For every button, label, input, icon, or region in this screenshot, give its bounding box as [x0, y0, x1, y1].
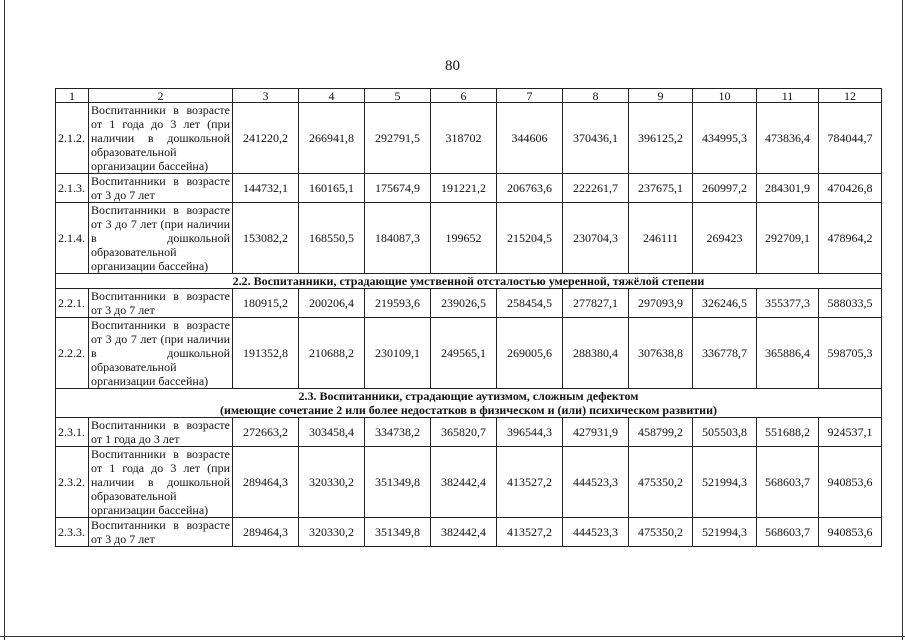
value-cell: 351349,8	[365, 518, 431, 547]
value-cell: 272663,2	[233, 418, 299, 447]
table-row	[56, 447, 882, 518]
section-heading-row	[56, 274, 882, 289]
value-cell: 382442,4	[431, 518, 497, 547]
value-cell: 444523,3	[563, 518, 629, 547]
column-header: 8	[563, 89, 629, 103]
column-header: 12	[819, 89, 882, 103]
value-cell: 289464,3	[233, 518, 299, 547]
value-cell: 344606	[497, 103, 563, 174]
value-cell: 588033,5	[819, 289, 882, 318]
table-header-row	[56, 89, 882, 103]
value-cell: 413527,2	[497, 447, 563, 518]
row-description: Воспитанники в возрасте от 3 до 7 лет	[89, 289, 233, 318]
value-cell: 521994,3	[693, 518, 757, 547]
section-heading	[56, 274, 882, 289]
column-header: 2	[89, 89, 233, 103]
value-cell: 277827,1	[563, 289, 629, 318]
value-cell: 144732,1	[233, 174, 299, 203]
value-cell: 269423	[693, 203, 757, 274]
value-cell: 382442,4	[431, 447, 497, 518]
section-heading-row	[56, 389, 882, 418]
column-header: 11	[757, 89, 819, 103]
value-cell: 241220,2	[233, 103, 299, 174]
value-cell: 289464,3	[233, 447, 299, 518]
value-cell: 191352,8	[233, 318, 299, 389]
row-description: Воспитанники в возрасте от 3 до 7 лет	[89, 174, 233, 203]
column-header: 4	[299, 89, 365, 103]
value-cell: 266941,8	[299, 103, 365, 174]
section-heading-line: 2.2. Воспитанники, страдающие умственной отсталостью умеренной, тяжёлой степени	[232, 274, 705, 288]
value-cell: 215204,5	[497, 203, 563, 274]
value-cell: 370436,1	[563, 103, 629, 174]
table-row	[56, 289, 882, 318]
row-code: 2.1.2.	[56, 103, 89, 174]
value-cell: 297093,9	[629, 289, 693, 318]
value-cell: 239026,5	[431, 289, 497, 318]
value-cell: 336778,7	[693, 318, 757, 389]
value-cell: 521994,3	[693, 447, 757, 518]
value-cell: 237675,1	[629, 174, 693, 203]
value-cell: 444523,3	[563, 447, 629, 518]
row-code: 2.1.3.	[56, 174, 89, 203]
value-cell: 598705,3	[819, 318, 882, 389]
table-body	[56, 89, 882, 547]
value-cell: 470426,8	[819, 174, 882, 203]
value-cell: 365886,4	[757, 318, 819, 389]
value-cell: 206763,6	[497, 174, 563, 203]
row-description: Воспитанники в возрасте от 3 до 7 лет	[89, 518, 233, 547]
row-code: 2.1.4.	[56, 203, 89, 274]
column-header: 6	[431, 89, 497, 103]
value-cell: 180915,2	[233, 289, 299, 318]
value-cell: 334738,2	[365, 418, 431, 447]
table-row	[56, 103, 882, 174]
value-cell: 505503,8	[693, 418, 757, 447]
row-code: 2.2.1.	[56, 289, 89, 318]
value-cell: 292709,1	[757, 203, 819, 274]
row-description: Воспитанники в возрасте от 3 до 7 лет (при наличии в дошкольной образовательной организации бассейна)	[89, 318, 233, 389]
value-cell: 473836,4	[757, 103, 819, 174]
value-cell: 351349,8	[365, 447, 431, 518]
value-cell: 258454,5	[497, 289, 563, 318]
value-cell: 434995,3	[693, 103, 757, 174]
table-row	[56, 518, 882, 547]
value-cell: 924537,1	[819, 418, 882, 447]
page-border-right	[902, 0, 903, 640]
value-cell: 568603,7	[757, 447, 819, 518]
value-cell: 292791,5	[365, 103, 431, 174]
section-heading	[56, 389, 882, 418]
value-cell: 307638,8	[629, 318, 693, 389]
value-cell: 175674,9	[365, 174, 431, 203]
section-heading-line: (имеющие сочетание 2 или более недостатков в физическом и (или) психическом развитии)	[219, 403, 718, 417]
value-cell: 318702	[431, 103, 497, 174]
value-cell: 355377,3	[757, 289, 819, 318]
table-row	[56, 318, 882, 389]
page-border-left	[4, 0, 5, 640]
value-cell: 396544,3	[497, 418, 563, 447]
value-cell: 210688,2	[299, 318, 365, 389]
column-header: 3	[233, 89, 299, 103]
row-code: 2.3.1.	[56, 418, 89, 447]
value-cell: 458799,2	[629, 418, 693, 447]
row-code: 2.2.2.	[56, 318, 89, 389]
column-header: 7	[497, 89, 563, 103]
value-cell: 288380,4	[563, 318, 629, 389]
value-cell: 478964,2	[819, 203, 882, 274]
value-cell: 269005,6	[497, 318, 563, 389]
table-row	[56, 418, 882, 447]
value-cell: 784044,7	[819, 103, 882, 174]
row-code: 2.3.2.	[56, 447, 89, 518]
table-row	[56, 203, 882, 274]
section-heading-line: 2.3. Воспитанники, страдающие аутизмом, сложным дефектом	[298, 389, 639, 403]
value-cell: 249565,1	[431, 318, 497, 389]
value-cell: 199652	[431, 203, 497, 274]
value-cell: 191221,2	[431, 174, 497, 203]
value-cell: 260997,2	[693, 174, 757, 203]
value-cell: 303458,4	[299, 418, 365, 447]
row-description: Воспитанники в возрасте от 1 года до 3 лет (при наличии в дошкольной образовательной организации бассейна)	[89, 103, 233, 174]
value-cell: 551688,2	[757, 418, 819, 447]
value-cell: 475350,2	[629, 447, 693, 518]
value-cell: 568603,7	[757, 518, 819, 547]
row-code: 2.3.3.	[56, 518, 89, 547]
value-cell: 184087,3	[365, 203, 431, 274]
value-cell: 396125,2	[629, 103, 693, 174]
value-cell: 160165,1	[299, 174, 365, 203]
value-cell: 940853,6	[819, 447, 882, 518]
value-cell: 475350,2	[629, 518, 693, 547]
value-cell: 222261,7	[563, 174, 629, 203]
value-cell: 200206,4	[299, 289, 365, 318]
page-number: 80	[445, 58, 460, 74]
value-cell: 427931,9	[563, 418, 629, 447]
value-cell: 413527,2	[497, 518, 563, 547]
value-cell: 284301,9	[757, 174, 819, 203]
data-table	[55, 88, 882, 547]
value-cell: 168550,5	[299, 203, 365, 274]
column-header: 1	[56, 89, 89, 103]
value-cell: 940853,6	[819, 518, 882, 547]
value-cell: 219593,6	[365, 289, 431, 318]
column-header: 10	[693, 89, 757, 103]
row-description: Воспитанники в возрасте от 1 года до 3 лет	[89, 418, 233, 447]
value-cell: 320330,2	[299, 447, 365, 518]
table-row	[56, 174, 882, 203]
row-description: Воспитанники в возрасте от 3 до 7 лет (при наличии в дошкольной образовательной организации бассейна)	[89, 203, 233, 274]
value-cell: 365820,7	[431, 418, 497, 447]
value-cell: 230704,3	[563, 203, 629, 274]
value-cell: 153082,2	[233, 203, 299, 274]
column-header: 5	[365, 89, 431, 103]
column-header: 9	[629, 89, 693, 103]
value-cell: 230109,1	[365, 318, 431, 389]
row-description: Воспитанники в возрасте от 1 года до 3 лет (при наличии в дошкольной образовательной организации бассейна)	[89, 447, 233, 518]
value-cell: 326246,5	[693, 289, 757, 318]
page-border-bottom	[0, 636, 905, 637]
value-cell: 320330,2	[299, 518, 365, 547]
value-cell: 246111	[629, 203, 693, 274]
